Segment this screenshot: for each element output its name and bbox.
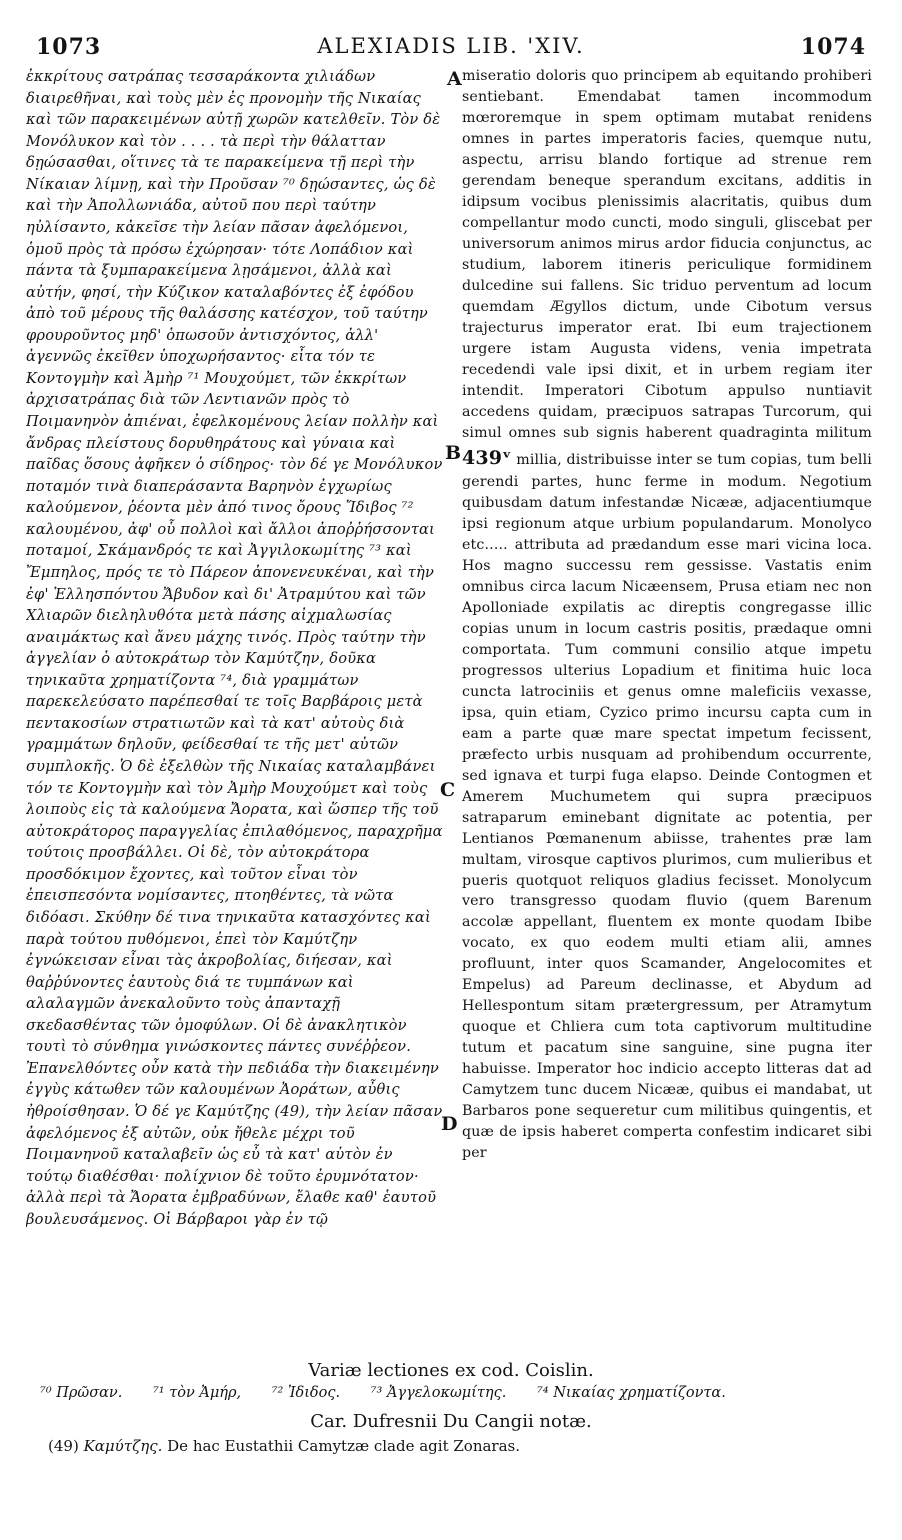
right-page-number: 1074 [800,34,866,60]
latin-text-part-2: millia, distribuisse inter se tum copias, tum belli gerendi partes, hunc ferme in modum. Negotium quibusdam datum infestandæ Nicææ, adjacentiumque ipsi regionum atque urbium populandarum. Monolyco etc..... attributa ad prædandum esse mari vicina loca. Hos magno successu rem gessisse. Vastatis enim omnibus circa lacum Nicæensem, Prusa etiam nec non Apolloniade expilatis ac direptis congregasse illic copias unum in locum castris positis, prædaque omni comportata. Tum communi consilio atque impetu progressos ulterius Lopadium et finitima huic loca cuncta latrociniis et genus omne maleficiis vexasse, ipsa, quin etiam, Cyzico primo incursu capta cum in eam a parte quæ mare spectat impetum fecissent, præfecto urbis nusquam ad prohibendum occurrente, sed ignava et turpi fuga elapso. Deinde Contogmen et Amerem Muchumetem qui supra præcipuos satraparum eminebant dignitate ac potentia, per Lentianos Pœmanenum abiisse, trahentes præ lam multam, virosque captivos plurimos, cum mulieribus et pueris quotquot reliquos gladius fecisset. Monolycum vero transgresso quodam fluvio (quem Barenum accolæ appellant, fluentem ex monte quodam Ibibe vocato, ex quo eodem multi etiam alii, amnes profluunt, inter quos Scamander, Angelocomites et Empelus) ad Pareum declinasse, et Abydum ad Hellespontum sitam prætergressum, per Atramytum quoque et Chliera cum tota captivorum multitudine tutum et pacatum sine sanguine, sine pugna iter habuisse. Imperator hoc indicio accepto litteras dat ad Camytzem tunc ducem Nicææ, quibus ei mandabat, ut Barbaros pone sequeretur cum militibus quingentis, et quæ de ipsis haberet comperta confestim indicaret sibi per [462,451,872,1162]
latin-paragraph [462,66,872,1164]
variants-title: Variæ lectiones ex cod. Coislin. [308,1360,594,1381]
margin-marker-b: B [445,442,462,464]
variant-item: ⁷⁰ Πρῶσαν. [40,1385,123,1401]
greek-text-column [26,66,444,1348]
variant-item: ⁷² Ἰδιδος. [271,1385,341,1401]
variant-item: ⁷⁴ Νικαίας χρηματίζοντα. [536,1385,726,1401]
note-lemma: Καμύτζης. [83,1437,163,1455]
folio-marker: 439ᵛ [462,446,512,469]
greek-paragraph: ἐκκρίτους σατράπας τεσσαράκοντα χιλιάδων διαιρεθῆναι, καὶ τοὺς μὲν ἐς προνομὴν τῆς Νικαίας καὶ τῶν παρακειμένων αὐτῇ χωρῶν κατελθεῖν. Τὸν δὲ Μονόλυκον καὶ τὸν . . . . τὰ περὶ τὴν θάλατταν δῃώσασθαι, οἵτινες τὰ τε παρακείμενα τῇ περὶ τὴν Νίκαιαν λίμνῃ, καὶ τὴν Προῦσαν ⁷⁰ δῃώσαντες, ὡς δὲ καὶ τὴν Ἀπολλωνιάδα, αὐτοῦ που περὶ ταύτην ηὐλίσαντο, κἀκεῖσε τὴν λείαν πᾶσαν ἀφελόμενοι, ὁμοῦ πρὸς τὰ πρόσω ἐχώρησαν· τότε Λοπάδιον καὶ πάντα τὰ ξυμπαρακείμενα λῃσάμενοι, ἀλλὰ καὶ αὐτήν, φησί, τὴν Κύζικον καταλαβόντες ἐξ ἐφόδου ἀπὸ τοῦ μέρους τῆς θαλάσσης κατέσχον, τοῦ ταύτην φρουροῦντος μηδ' ὁπωσοῦν ἀντισχόντος, ἀλλ' ἀγεννῶς ἐκεῖθεν ὑποχωρήσαντος· εἶτα τόν τε Κοντογμὴν καὶ Ἀμὴρ ⁷¹ Μουχούμετ, τῶν ἐκκρίτων ἀρχισατράπας διὰ τῶν Λεντιανῶν πρὸς τὸ Ποιμανηνὸν ἀπιέναι, ἐφελκομένους λείαν πολλὴν καὶ ἄνδρας πλείστους δορυθηράτους καὶ γύναια καὶ παῖδας ὅσους ἀφῆκεν ὁ σίδηρος· τὸν δέ γε Μονόλυκον ποταμόν τινὰ διαπεράσαντα Βαρηνὸν ἐγχωρίως καλούμενον, ῥέοντα μὲν ἀπό τινος ὄρους Ἴδιβος ⁷² καλουμένου, ἀφ' οὗ πολλοὶ καὶ ἄλλοι ἀποῤῥήσσονται ποταμοί, Σκάμανδρός τε καὶ Ἀγγιλοκωμίτης ⁷³ καὶ Ἔμπηλος, πρός τε τὸ Πάρεον ἀπονενευκέναι, καὶ τὴν ἐφ' Ἑλλησπόντου Ἄβυδον καὶ δι' Ἀτραμύτου καὶ τῶν Χλιαρῶν διεληλυθότα μετὰ πάσης αἰχμαλωσίας αναιμάκτως καὶ ἄνευ μάχης τινός. Πρὸς ταύτην τὴν ἀγγελίαν ὁ αὐτοκράτωρ τὸν Καμύτζην, δοῦκα τηνικαῦτα χρηματίζοντα ⁷⁴, διὰ γραμμάτων παρεκελεύσατο παρέπεσθαί τε τοῖς Βαρβάροις μετὰ πεντακοσίων στρατιωτῶν καὶ τὰ κατ' αὐτοὺς διὰ γραμμάτων δηλοῦν, φείδεσθαί τε τῆς μετ' αὐτῶν συμπλοκῆς. Ὁ δὲ ἐξελθὼν τῆς Νικαίας καταλαμβάνει τόν τε Κοντογμὴν καὶ τὸν Ἀμὴρ Μουχούμετ καὶ τοὺς λοιποὺς εἰς τὰ καλούμενα Ἄορατα, καὶ ὥσπερ τῆς τοῦ αὐτοκράτορος παραγγελίας ἐπιλαθόμενος, παραχρῆμα τούτοις προσβάλλει. Οἱ δὲ, τὸν αὐτοκράτορα προσδόκιμον ἔχοντες, καὶ τοῦτον εἶναι τὸν ἐπεισπεσόντα νομίσαντες, πτοηθέντες, τὰ νῶτα διδόασι. Σκύθην δέ τινα τηνικαῦτα κατασχόντες καὶ παρὰ τούτου πυθόμενοι, ἐπεὶ τὸν Καμύτζην ἐγνώκεισαν εἶναι τὰς ἀκροβολίας, διήεσαν, καὶ θαῤῥύνοντες ἑαυτοὺς διά τε τυμπάνων καὶ αλαλαγμῶν ἀνεκαλοῦντο τοὺς ἀπανταχῇ σκεδασθέντας τῶν ὁμοφύλων. Οἱ δὲ ἀνακλητικὸν τουτὶ τὸ σύνθημα γινώσκοντες πάντες συνέῤῥεον. Ἐπανελθόντες οὖν κατὰ τὴν πεδιάδα τὴν διακειμένην ἐγγὺς κάτωθεν τῶν καλουμένων Ἀοράτων, αὖθις ἠθροίσθησαν. Ὁ δέ γε Καμύτζης (49), τὴν λείαν πᾶσαν ἀφελόμενος ἐξ αὐτῶν, οὐκ ἤθελε μέχρι τοῦ Ποιμανηνοῦ καταλαβεῖν ὡς εὖ τὰ κατ' αὐτὸν ἐν τούτῳ διαθέσθαι· πολίχνιον δὲ τοῦτο ἐρυμνότατον· ἀλλὰ περὶ τὰ Ἄορατα ἐμβραδύνων, ἔλαθε καθ' ἑαυτοῦ βουλευσάμενος. Οἱ Βάρβαροι γὰρ ἐν τῷ [26,68,443,1228]
note-number: (49) [48,1437,79,1455]
latin-text-column [462,66,872,1348]
footnote-49 [48,1437,878,1455]
page-header [0,22,902,62]
running-title: ALEXIADIS LIB. 'XIV. [317,34,585,58]
variant-item: ⁷³ Ἀγγελοκωμίτης. [370,1385,507,1401]
note-text: De hac Eustathii Camytzæ clade agit Zonaras. [167,1437,521,1455]
variant-readings [40,1385,870,1401]
margin-marker-a: A [447,68,462,90]
margin-marker-c: C [440,779,456,801]
latin-text-part-1: miseratio doloris quo principem ab equitando prohiberi sentiebant. Emendabat tamen incommodum mœroremque in spem optimam mutabat renidens omnes in partes imperatoris facies, quemque nutu, aspectu, arrisu blando fortique ad strenue rem gerendam beneque sperandum excitans, additis in idipsum vocibus plenissimis alacritatis, quibus dum compellantur modo cuncti, modo singuli, gliscebat per universorum animos mirus ardor fiducia conjunctus, ac studium, laborem itineris periculique formidinem dulcedine sui fallens. Sic triduo perventum ad locum quemdam Ægyllos dictum, unde Cibotum versus trajecturus imperator erat. Ibi eum trajectionem urgere istam Augusta videns, venia impetrata recedendi vale ipsi dixit, et in urbem regiam iter intendit. Imperatori Cibotum appulso nuntiavit accedens quidam, præcipuos satrapas Turcorum, qui simul omnes sub signis haberent quadraginta militum [462,68,872,441]
variant-item: ⁷¹ τὸν Ἀμήρ, [152,1385,242,1401]
left-page-number: 1073 [36,34,102,60]
margin-marker-d: D [441,1113,458,1135]
notes-title: Car. Dufresnii Du Cangii notæ. [310,1411,592,1432]
